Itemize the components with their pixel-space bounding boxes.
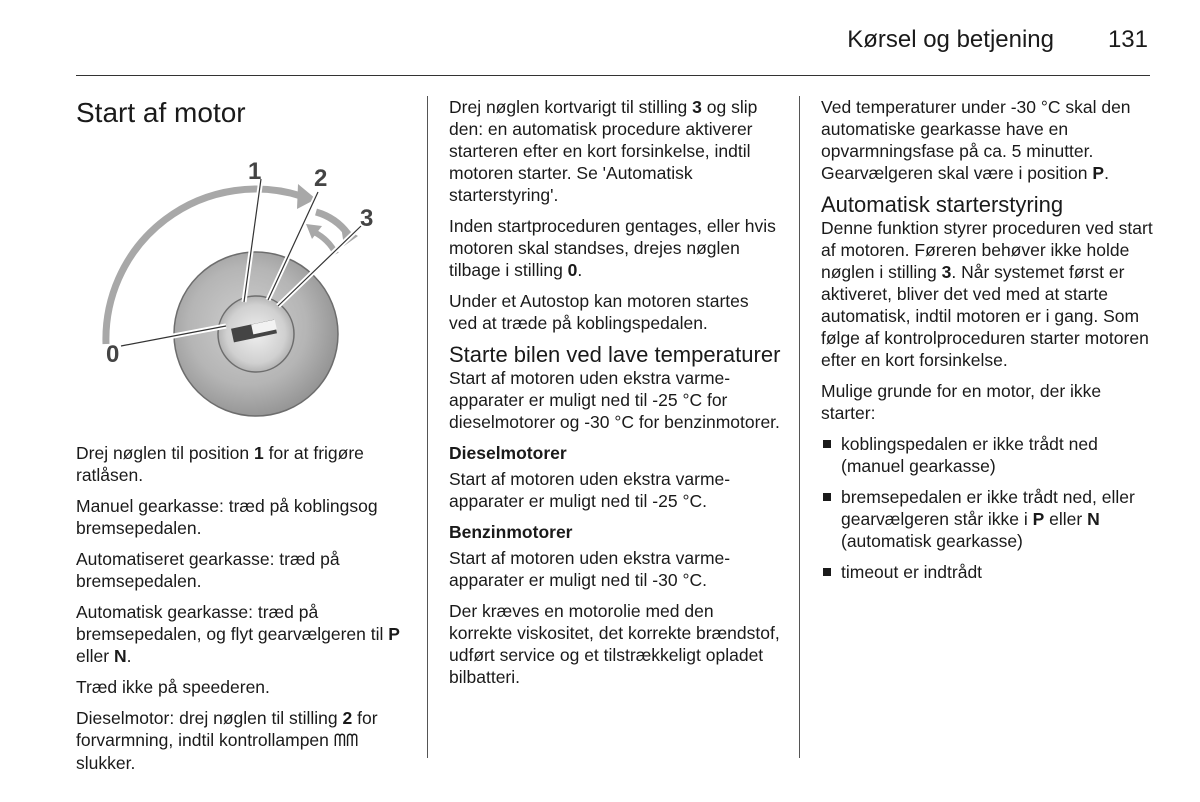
paragraph: Inden startproceduren gentages, eller hvis motoren skal standses, drejes nøglen tilbage i stilling 0. <box>449 216 776 280</box>
paragraph: Mulige grunde for en motor, der ikke starter: <box>821 381 1102 423</box>
minor-heading: Dieselmotorer <box>449 443 567 463</box>
list-item: bremsepedalen er ikke trådt ned, eller gearvælgeren står ikke i P eller N (automatisk gearkasse) <box>821 486 1153 552</box>
paragraph: Manuel gearkasse: træd på koblingsog bremsepedalen. <box>76 496 378 538</box>
paragraph: Automatisk gearkasse: træd på bremsepedalen, og flyt gearvælgeren til P eller N. <box>76 602 400 666</box>
column-divider-right <box>799 96 800 758</box>
position-label-3: 3 <box>360 205 374 232</box>
paragraph: Under et Autostop kan motoren startes ved at træde på koblingspedalen. <box>449 291 749 333</box>
paragraph: Ved temperaturer under -30 °C skal den automatiske gearkasse have en opvarmningsfase på ca. 5 minutter. Gearvælgeren skal være i position P. <box>821 97 1131 183</box>
paragraph: Der kræves en motorolie med den korrekte viskositet, det korrekte brændstof, udført service og et tilstrækkeligt opladet bilbatteri. <box>449 601 780 687</box>
section-heading: Start af motor <box>76 97 246 128</box>
ignition-switch-illustration <box>76 154 406 424</box>
page-number: 131 <box>1107 26 1148 53</box>
paragraph: Start af motoren uden ekstra varmeapparater er muligt ned til -30 °C. <box>449 548 731 590</box>
bullet-icon <box>823 493 831 501</box>
running-header-title: Kørsel og betjening <box>847 26 1054 53</box>
bullet-icon <box>823 440 831 448</box>
minor-heading: Benzinmotorer <box>449 522 573 542</box>
position-label-0: 0 <box>106 341 120 368</box>
paragraph: Dieselmotor: drej nøglen til stilling 2 for forvarmning, indtil kontrollampen ᗰᗰ slukker. <box>76 708 378 773</box>
column-middle <box>449 96 781 697</box>
subsection-heading: Starte bilen ved lave temperaturer <box>449 342 781 367</box>
list-item: koblingspedalen er ikke trådt ned (manuel gearkasse) <box>821 433 1153 477</box>
subsection-heading: Automatisk starterstyring <box>821 192 1064 217</box>
paragraph: Træd ikke på speederen. <box>76 677 270 697</box>
paragraph: Drej nøglen til position 1 for at frigøre ratlåsen. <box>76 443 364 485</box>
column-right <box>821 96 1153 592</box>
paragraph: Denne funktion styrer proceduren ved start af motoren. Føreren behøver ikke holde nøglen i stilling 3. Når systemet først er aktiveret, bliver det ved med at starte automatisk, indtil motoren er i gang. Som følge af kontrolproceduren starter motoren efter en kort forsinkelse. <box>821 218 1153 370</box>
paragraph: Drej nøglen kortvarigt til stilling 3 og slip den: en automatisk procedure aktiverer starteren efter en kort forsinkelse, indtil motoren starter. Se 'Automatisk starterstyring'. <box>449 97 758 205</box>
paragraph: Start af motoren uden ekstra varmeapparater er muligt ned til -25 °C for dieselmotorer og -30 °C for benzinmotorer. <box>449 368 780 432</box>
reasons-list <box>821 433 1153 583</box>
position-label-1: 1 <box>248 158 262 185</box>
position-label-2: 2 <box>314 165 328 192</box>
paragraph: Automatiseret gearkasse: træd på bremsepedalen. <box>76 549 340 591</box>
list-item: timeout er indtrådt <box>821 561 1153 583</box>
preheat-indicator-icon: ᗰᗰ <box>333 731 359 751</box>
column-divider-left <box>427 96 428 758</box>
paragraph: Start af motoren uden ekstra varmeapparater er muligt ned til -25 °C. <box>449 469 731 511</box>
header-divider <box>76 75 1150 76</box>
bullet-icon <box>823 568 831 576</box>
ignition-switch-figure <box>76 154 406 424</box>
column-left <box>76 98 408 783</box>
